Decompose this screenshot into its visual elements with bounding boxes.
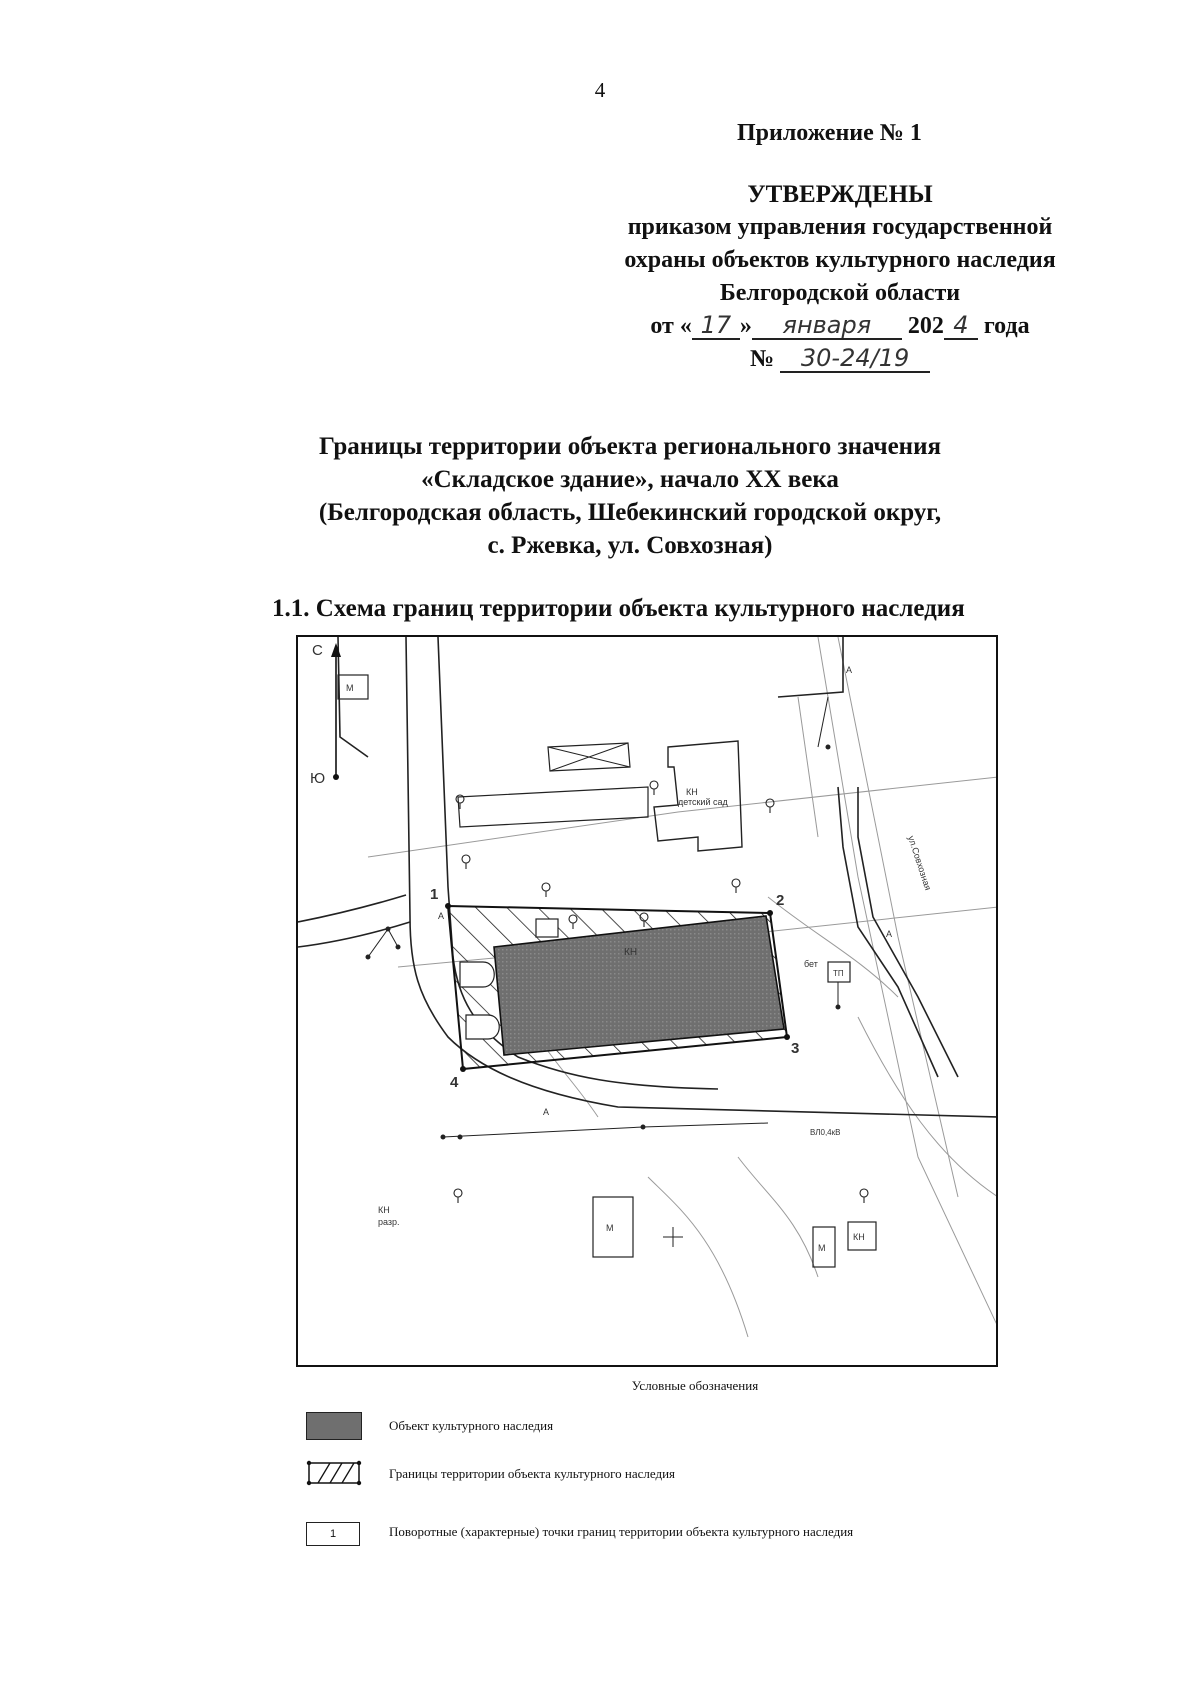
tree-icon: [732, 879, 740, 893]
point-label-3: 3: [791, 1040, 800, 1057]
approval-block: [560, 178, 1120, 376]
legend-swatch-object: [306, 1412, 362, 1440]
title-line-3: (Белгородская область, Шебекинский городской округ,: [318, 499, 942, 526]
legend-title: Условные обозначения: [631, 1378, 759, 1393]
south-label: Ю: [310, 770, 326, 787]
semicircle-lower: [466, 1015, 499, 1039]
legend-item-boundary: Границы территории объекта культурного наследия: [389, 1466, 676, 1481]
label-kn-kindergarten: КН: [686, 787, 698, 797]
label-m-1: М: [346, 683, 354, 693]
tree-icon: [542, 883, 550, 897]
turning-point-3-dot: [784, 1034, 790, 1040]
label-a-4: А: [846, 665, 853, 675]
tree-icon: [766, 799, 774, 813]
label-vl: ВЛ0,4кВ: [810, 1128, 841, 1137]
title-line-4: с. Ржевка, ул. Совхозная): [487, 532, 773, 559]
fence-area: [458, 787, 648, 827]
survey-cross: [663, 1227, 683, 1247]
date-mid: »: [739, 313, 752, 339]
label-m-3: М: [818, 1243, 826, 1253]
date-year-prefix: 202: [907, 313, 944, 339]
title-line-2: «Складское здание», начало XX века: [421, 466, 839, 493]
crossed-structure-x: [548, 743, 630, 771]
turning-point-4-dot: [460, 1066, 466, 1072]
section-title: 1.1. Схема границ территории объекта культурного наследия: [272, 595, 965, 622]
label-razr: разр.: [378, 1217, 400, 1227]
date-suffix: года: [983, 313, 1030, 339]
legend-swatch-boundary: [306, 1460, 362, 1491]
date-prefix: от «: [650, 313, 692, 339]
approval-line-2: охраны объектов культурного наследия: [624, 247, 1056, 273]
approval-line-3: Белгородской области: [719, 280, 961, 306]
label-tp: ТП: [833, 969, 844, 978]
tree-icon: [454, 1189, 462, 1203]
map-svg: [298, 637, 996, 1365]
label-a-1: А: [438, 911, 445, 921]
number-value: 30-24/19: [780, 345, 930, 373]
legend-swatch-point: [306, 1522, 360, 1546]
point-label-2: 2: [776, 892, 785, 909]
date-day: 17: [692, 312, 740, 340]
label-bet: бет: [804, 959, 818, 969]
tree-icon: [462, 855, 470, 869]
label-m-2: М: [606, 1223, 614, 1233]
turning-point-2-dot: [767, 910, 773, 916]
south-dot: [333, 774, 339, 780]
legend-hatch-svg: [306, 1460, 362, 1486]
label-kn-object: КН: [624, 947, 638, 958]
legend-item-points: Поворотные (характерные) точки границ территории объекта культурного наследия: [389, 1524, 854, 1539]
date-year-suffix: 4: [944, 312, 978, 340]
legend-item-object: Объект культурного наследия: [389, 1418, 554, 1433]
appendix-label: Приложение № 1: [737, 120, 922, 146]
approval-line-1: приказом управления государственной: [627, 214, 1053, 240]
label-kindergarten: детский сад: [678, 797, 728, 807]
approval-number: [560, 343, 1120, 376]
kindergarten-building: [654, 741, 742, 851]
approval-date: [560, 310, 1120, 343]
label-a-3: А: [886, 929, 893, 939]
approval-heading: УТВЕРЖДЕНЫ: [747, 181, 933, 208]
legend-point-sample: 1: [329, 1528, 337, 1540]
north-arrow-head: [331, 643, 341, 657]
porch: [536, 919, 558, 937]
turning-point-1-dot: [445, 903, 451, 909]
title-line-1: Границы территории объекта регионального значения: [319, 433, 941, 460]
tree-icon: [650, 781, 658, 795]
label-street: ул.Совхозная: [906, 834, 934, 892]
label-kn-razr: КН: [378, 1205, 390, 1215]
semicircle-upper: [460, 962, 494, 987]
date-month: января: [752, 312, 902, 340]
page-number: 4: [594, 78, 606, 102]
point-label-1: 1: [430, 886, 439, 903]
label-kn-right: КН: [853, 1232, 865, 1242]
tree-icon: [860, 1189, 868, 1203]
north-label: С: [312, 642, 323, 659]
point-label-4: 4: [450, 1074, 459, 1091]
number-prefix: №: [749, 346, 775, 372]
boundary-map: [296, 635, 998, 1367]
label-a-2: А: [543, 1107, 550, 1117]
document-title: [230, 430, 1030, 562]
